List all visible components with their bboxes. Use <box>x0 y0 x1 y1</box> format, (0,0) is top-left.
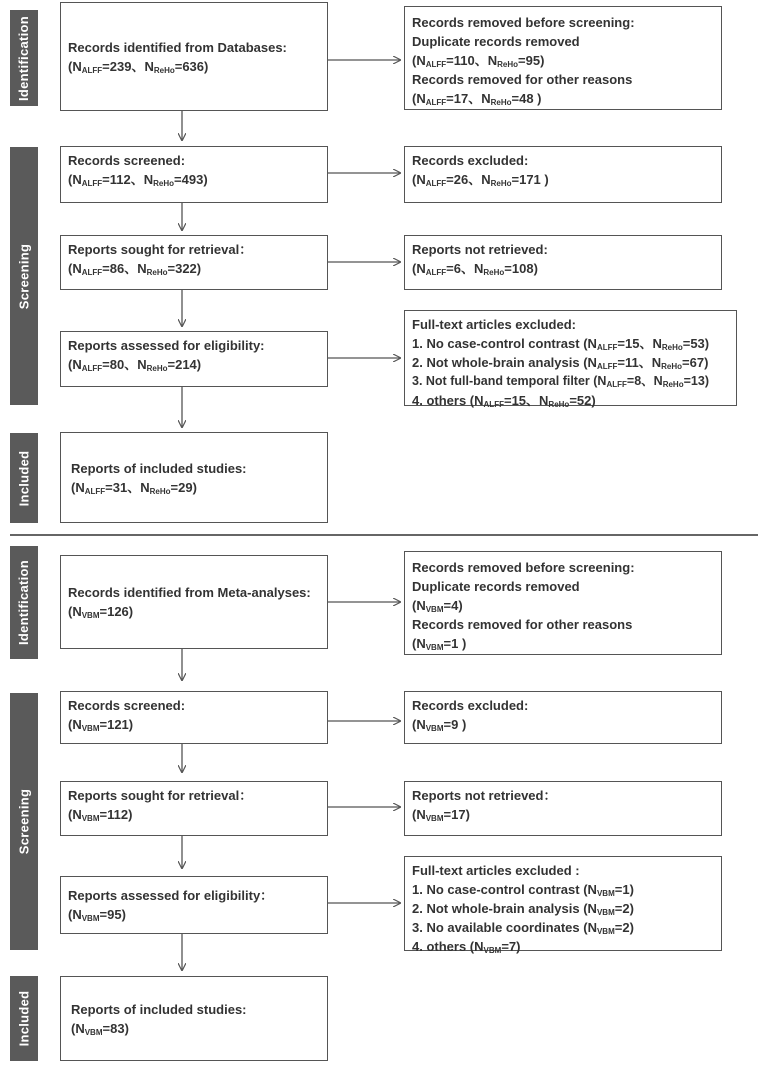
reports-sought-counts: ($N_{ALFF}=86$、$N_{ReHo}=322$) <box>68 261 202 277</box>
duplicates-label: Duplicate records removed <box>412 34 580 49</box>
meta-records-excluded-box <box>404 691 722 744</box>
phase-identification: Identification <box>10 10 38 106</box>
meta-included-label: Reports of included studies: <box>71 1001 247 1017</box>
meta-exclusion-reason: 1. No case-control contrast $(N_{VBM}=1)$ <box>412 882 634 898</box>
records-identified-box <box>60 2 328 111</box>
section-divider <box>10 534 758 536</box>
meta-records-identified-box <box>60 555 328 649</box>
meta-duplicates-label: Duplicate records removed <box>412 579 580 594</box>
records-screened-label: Records screened: <box>68 153 186 168</box>
meta-reports-sought-box <box>60 781 328 836</box>
meta-reports-assessed-box <box>60 876 328 934</box>
meta-not-retrieved-counts: $(N_{VBM}=17)$ <box>412 807 470 823</box>
meta-not-retrieved-box <box>404 781 722 836</box>
meta-removed-label: Records removed before screening: <box>412 560 635 575</box>
other-reasons-label: Records removed for other reasons <box>412 72 633 87</box>
records-screened-box <box>60 146 328 203</box>
exclusion-reason: 4. others ($N_{ALFF}=15$、$N_{ReHo}=52$) <box>412 393 596 409</box>
meta-sought-label: Reports sought for retrieval： <box>68 788 253 803</box>
meta-exclusion-reason: 4. others $(N_{VBM}=7)$ <box>412 939 521 955</box>
phase-identification-meta: Identification <box>10 546 38 659</box>
meta-screened-label: Records screened: <box>68 698 186 713</box>
reports-sought-box <box>60 235 328 290</box>
reports-assessed-label: Reports assessed for eligibility: <box>68 338 265 353</box>
reports-assessed-counts: ($N_{ALFF}=80$、$N_{ReHo}=214$) <box>68 357 202 373</box>
exclusion-reason: 2. Not whole-brain analysis ($N_{ALFF}=11$、$N_{ReHo}=67$) <box>412 355 709 371</box>
records-excluded-label: Records excluded: <box>412 153 529 168</box>
meta-reports-included-box <box>60 976 328 1061</box>
reports-included-counts: ($N_{ALFF}=31$、$N_{ReHo}=29$) <box>71 479 197 496</box>
meta-assessed-counts: $(N_{VBM}=95)$ <box>68 907 126 923</box>
meta-fulltext-excluded-box <box>404 856 722 955</box>
reports-included-box <box>60 432 328 523</box>
meta-other-reasons-counts: ($N_{VBM}=1$ ) <box>412 636 467 652</box>
meta-identified-label: Records identified from Meta-analyses: <box>68 585 311 600</box>
fulltext-excluded-box <box>404 310 737 409</box>
fulltext-excluded-label: Full-text articles excluded: <box>412 317 576 332</box>
duplicates-counts: ($N_{ALFF}=110$、$N_{ReHo}=95$) <box>412 53 545 69</box>
not-retrieved-counts: ($N_{ALFF}=6$、$N_{ReHo}=108$) <box>412 261 538 277</box>
records-identified-counts: ($N_{ALFF}=239$、$N_{ReHo}=636$) <box>68 58 209 75</box>
prisma-flow-diagram <box>10 10 758 1061</box>
exclusion-reason: 3. Not full-band temporal filter ($N_{ALFF}=8$、$N_{ReHo}=13$) <box>412 374 709 389</box>
reports-assessed-box <box>60 331 328 387</box>
meta-not-retrieved-label: Reports not retrieved： <box>412 788 557 803</box>
meta-exclusion-reason: 3. No available coordinates $(N_{VBM}=2)$ <box>412 920 634 936</box>
phase-screening-meta: Screening <box>10 693 38 950</box>
meta-identified-counts: $(N_{VBM}=126)$ <box>68 604 134 620</box>
meta-assessed-label: Reports assessed for eligibility： <box>68 888 274 903</box>
records-excluded-box <box>404 146 722 203</box>
records-removed-box <box>404 6 722 110</box>
phase-included-meta: Included <box>10 976 38 1061</box>
meta-records-removed-box <box>404 551 722 655</box>
meta-records-screened-box <box>60 691 328 744</box>
exclusion-reason: 1. No case-control contrast ($N_{ALFF}=15$、$N_{ReHo}=53$) <box>412 336 710 352</box>
reports-not-retrieved-box <box>404 235 722 290</box>
meta-fulltext-excluded-label: Full-text articles excluded : <box>412 863 580 878</box>
meta-screened-counts: $(N_{VBM}=121)$ <box>68 717 134 733</box>
meta-sought-counts: $(N_{VBM}=112)$ <box>68 807 133 823</box>
other-reasons-counts: ($N_{ALFF}=17$、$N_{ReHo}=48$ ) <box>412 91 542 107</box>
meta-included-counts: $(N_{VBM}=83)$ <box>71 1020 129 1037</box>
records-excluded-counts: ($N_{ALFF}=26$、$N_{ReHo}=171$ ) <box>412 172 549 188</box>
records-screened-counts: ($N_{ALFF}=112$、$N_{ReHo}=493$) <box>68 172 208 188</box>
meta-exclusion-reason: 2. Not whole-brain analysis $(N_{VBM}=2)$ <box>412 901 634 917</box>
reports-included-label: Reports of included studies: <box>71 460 247 476</box>
reports-sought-label: Reports sought for retrieval： <box>68 242 253 257</box>
removed-label: Records removed before screening: <box>412 15 635 30</box>
not-retrieved-label: Reports not retrieved: <box>412 242 548 257</box>
phase-screening: Screening <box>10 147 38 405</box>
meta-excluded-label: Records excluded: <box>412 698 529 713</box>
records-identified-label: Records identified from Databases: <box>68 39 287 55</box>
meta-other-reasons-label: Records removed for other reasons <box>412 617 633 632</box>
meta-duplicates-counts: $(N_{VBM}=4)$ <box>412 598 463 614</box>
phase-included: Included <box>10 433 38 523</box>
meta-excluded-counts: ($N_{VBM}=9$ ) <box>412 717 467 733</box>
